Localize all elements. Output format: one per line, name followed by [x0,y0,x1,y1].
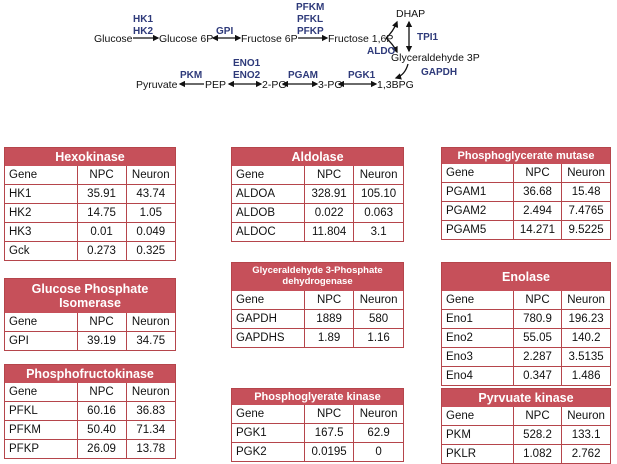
neuron-cell: 43.74 [126,185,175,204]
npc-cell: 2.494 [513,202,561,221]
neuron-cell: 0 [354,443,403,462]
gene-cell: PGK1 [232,424,304,443]
table-row [232,185,403,204]
metabolite-fructose-16p: Fructose 1,6P [328,33,394,45]
gene-cell: Gene [442,407,513,426]
metabolite-fructose-6p: Fructose 6P [241,33,298,45]
table-row [442,310,610,329]
data-table [232,291,403,347]
npc-cell: 39.19 [77,332,126,351]
gene-cell: PKLR [442,445,513,464]
neuron-cell: 196.23 [562,310,610,329]
metabolite-glucose: Glucose [94,33,133,45]
table-phosphoglycerate-mutase [441,147,611,240]
gene-cell: Eno3 [442,348,513,367]
gene-cell: PFKL [5,402,77,421]
gene-cell: Gene [5,383,77,402]
data-table [442,291,610,385]
npc-cell: 60.16 [77,402,126,421]
neuron-cell: 7.4765 [562,202,610,221]
enzyme-pfkp: PFKP [297,26,324,37]
gene-cell: Gene [5,166,77,185]
enzyme-tpi1: TPI1 [417,32,439,43]
table-header-row [232,291,403,310]
table-phosphofructokinase [4,364,176,459]
neuron-cell: 0.049 [126,223,175,242]
gene-cell: ALDOA [232,185,304,204]
neuron-cell: 3.5135 [562,348,610,367]
neuron-cell: Neuron [562,291,610,310]
gene-cell: PFKM [5,421,77,440]
npc-cell: 328.91 [304,185,353,204]
npc-cell: 14.271 [513,221,561,240]
table-header-row [442,407,610,426]
neuron-cell: 0.063 [354,204,403,223]
npc-cell: 36.68 [513,183,561,202]
table-title: Glyceraldehyde 3-Phosphate dehydrogenase [232,263,403,291]
gene-cell: GAPDHS [232,329,304,348]
npc-cell: 35.91 [77,185,126,204]
table-title: Aldolase [232,148,403,166]
table-row [442,221,610,240]
npc-cell: 0.0195 [304,443,353,462]
neuron-cell: Neuron [126,313,175,332]
neuron-cell: 1.486 [562,367,610,386]
table-hexokinase [4,147,176,261]
table-aldolase [231,147,404,242]
table-row [232,329,403,348]
table-row [5,242,175,261]
table-title: Hexokinase [5,148,175,166]
npc-cell: 26.09 [77,440,126,459]
table-row [232,204,403,223]
npc-cell: NPC [304,166,353,185]
gene-cell: GPI [5,332,77,351]
table-title: Phosphoglycerate mutase [442,148,610,164]
neuron-cell: 3.1 [354,223,403,242]
enzyme-eno2: ENO2 [233,70,261,81]
neuron-cell: Neuron [562,164,610,183]
enzyme-pfkm: PFKM [296,2,325,13]
neuron-cell: Neuron [126,166,175,185]
gene-cell: Gene [232,291,304,310]
table-row [232,310,403,329]
table-title: Phosphoglyerate kinase [232,389,403,405]
table-row [232,443,403,462]
gene-cell: Eno2 [442,329,513,348]
npc-cell: 0.01 [77,223,126,242]
neuron-cell: 133.1 [562,426,610,445]
metabolite-3pg: 3-PG [318,79,343,91]
npc-cell: NPC [77,313,126,332]
gene-cell: GAPDH [232,310,304,329]
npc-cell: 0.022 [304,204,353,223]
table-gapdh [231,262,404,348]
metabolite-glucose-6p: Glucose 6P [159,33,214,45]
table-header-row [232,166,403,185]
table-row [442,329,610,348]
enzyme-pfkl: PFKL [297,14,324,25]
npc-cell: 50.40 [77,421,126,440]
neuron-cell: Neuron [354,166,403,185]
table-row [5,204,175,223]
npc-cell: 11.804 [304,223,353,242]
neuron-cell: 9.5225 [562,221,610,240]
enzyme-hk1: HK1 [133,14,154,25]
neuron-cell: 580 [354,310,403,329]
gene-cell: HK3 [5,223,77,242]
npc-cell: NPC [304,291,353,310]
data-table [442,407,610,463]
gene-cell: Gck [5,242,77,261]
neuron-cell: 105.10 [354,185,403,204]
data-table [5,166,175,260]
table-title: Glucose Phosphate Isomerase [5,279,175,313]
neuron-cell: Neuron [354,405,403,424]
neuron-cell: 1.05 [126,204,175,223]
npc-cell: NPC [513,407,561,426]
npc-cell: 2.287 [513,348,561,367]
gene-cell: PKM [442,426,513,445]
table-row [232,424,403,443]
gene-cell: Gene [5,313,77,332]
gene-cell: PGAM2 [442,202,513,221]
table-row [442,202,610,221]
neuron-cell: Neuron [126,383,175,402]
gene-cell: Eno1 [442,310,513,329]
table-header-row [5,313,175,332]
gene-cell: Gene [232,405,304,424]
npc-cell: 1.89 [304,329,353,348]
gene-cell: PFKP [5,440,77,459]
gene-cell: PGAM5 [442,221,513,240]
npc-cell: 0.273 [77,242,126,261]
data-table [232,166,403,241]
neuron-cell: 62.9 [354,424,403,443]
table-header-row [5,166,175,185]
metabolite-2pg: 2-PG [262,79,287,91]
npc-cell: 1889 [304,310,353,329]
data-table [232,405,403,461]
npc-cell: 14.75 [77,204,126,223]
table-row [442,367,610,386]
data-table [442,164,610,239]
table-title: Pyrvuate kinase [442,389,610,407]
enzyme-eno1: ENO1 [233,58,261,69]
npc-cell: NPC [513,291,561,310]
gene-cell: ALDOC [232,223,304,242]
gene-cell: HK1 [5,185,77,204]
table-row [5,223,175,242]
gene-cell: PGAM1 [442,183,513,202]
npc-cell: 528.2 [513,426,561,445]
table-row [442,348,610,367]
table-row [5,185,175,204]
neuron-cell: 13.78 [126,440,175,459]
enzyme-pgk1: PGK1 [348,70,376,81]
gene-cell: PGK2 [232,443,304,462]
metabolite-pyruvate: Pyruvate [136,79,178,91]
table-title: Enolase [442,263,610,291]
table-row [232,223,403,242]
table-header-row [442,291,610,310]
arrow-g3p-to-13bpg [396,64,408,78]
gene-cell: Eno4 [442,367,513,386]
npc-cell: 167.5 [304,424,353,443]
metabolite-13bpg: 1,3BPG [377,79,414,91]
enzyme-pkm: PKM [180,70,203,81]
neuron-cell: 71.34 [126,421,175,440]
table-row [5,402,175,421]
table-row [442,426,610,445]
table-enolase [441,262,611,386]
npc-cell: NPC [77,166,126,185]
table-title: Phosphofructokinase [5,365,175,383]
gene-cell: ALDOB [232,204,304,223]
table-row [5,421,175,440]
npc-cell: NPC [304,405,353,424]
enzyme-pgam: PGAM [288,70,318,81]
data-table [5,313,175,350]
table-row [442,183,610,202]
npc-cell: 1.082 [513,445,561,464]
npc-cell: NPC [77,383,126,402]
gene-cell: Gene [442,164,513,183]
table-header-row [5,383,175,402]
table-phosphoglycerate-kinase [231,388,404,462]
neuron-cell: 140.2 [562,329,610,348]
npc-cell: 0.347 [513,367,561,386]
neuron-cell: 1.16 [354,329,403,348]
neuron-cell: 36.83 [126,402,175,421]
data-table [5,383,175,458]
enzyme-hk2: HK2 [133,26,154,37]
gene-cell: Gene [442,291,513,310]
npc-cell: NPC [513,164,561,183]
table-row [5,332,175,351]
table-header-row [232,405,403,424]
gene-cell: HK2 [5,204,77,223]
neuron-cell: 2.762 [562,445,610,464]
neuron-cell: 0.325 [126,242,175,261]
gene-cell: Gene [232,166,304,185]
neuron-cell: Neuron [354,291,403,310]
table-row [442,445,610,464]
neuron-cell: 15.48 [562,183,610,202]
metabolite-dhap: DHAP [396,8,426,20]
npc-cell: 780.9 [513,310,561,329]
table-header-row [442,164,610,183]
neuron-cell: 34.75 [126,332,175,351]
glycolysis-pathway-diagram [0,0,617,140]
table-row [5,440,175,459]
table-pyruvate-kinase [441,388,611,464]
enzyme-aldo: ALDO [367,46,396,57]
npc-cell: 55.05 [513,329,561,348]
enzyme-gpi: GPI [216,26,234,37]
neuron-cell: Neuron [562,407,610,426]
metabolite-pep: PEP [205,79,227,91]
metabolite-glyceraldehyde-3p: Glyceraldehyde 3P [391,52,480,64]
table-gpi [4,278,176,351]
enzyme-gapdh: GAPDH [421,67,458,78]
